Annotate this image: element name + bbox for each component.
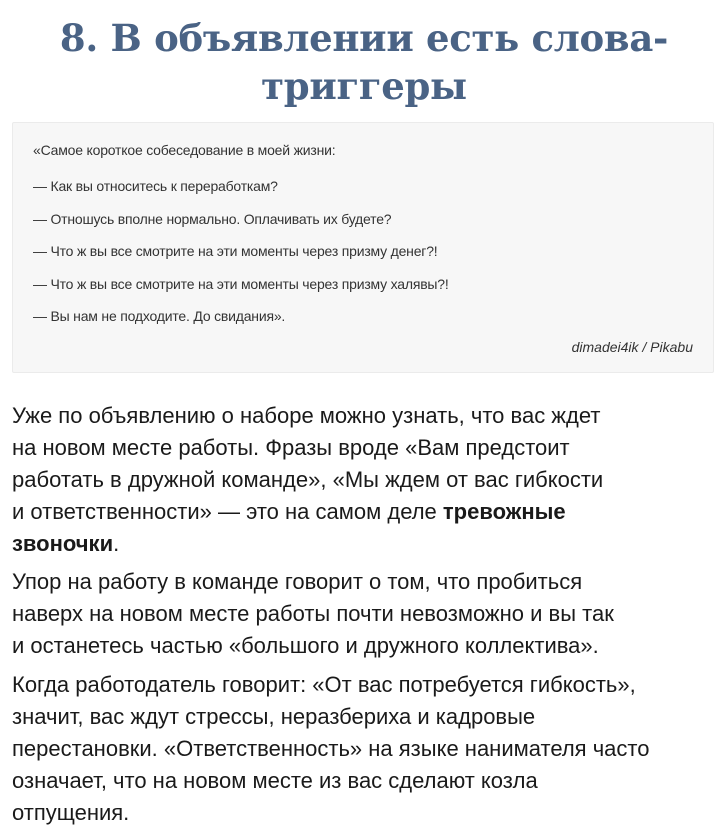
paragraph-line: на новом месте работы. Фразы вроде «Вам предстоит [12,435,570,460]
paragraph-1 [12,400,724,560]
paragraph-line: работать в дружной команде», «Мы ждем от вас гибкости [12,467,604,492]
paragraph-3 [12,669,724,829]
paragraph-text: . [113,531,120,556]
paragraph-line: Уже по объявлению о наборе можно узнать, что вас ждет [12,403,601,428]
section-heading-line-2: триггеры [261,64,467,108]
paragraph-2 [12,566,724,662]
paragraph-line [12,496,724,528]
quote-line: «Самое короткое собеседование в моей жизни: [33,142,336,158]
paragraph-line: значит, вас ждут стрессы, неразбериха и кадровые [12,704,536,729]
paragraph-line [12,528,724,560]
quote-block [12,122,714,373]
paragraph-line: наверх на новом месте работы почти невозможно и вы так [12,601,614,626]
section-heading-line-1: 8. В объявлении есть слова- [59,16,669,60]
quote-line: — Вы нам не подходите. До свидания». [33,308,286,324]
quote-line: — Как вы относитесь к переработкам? [33,178,278,194]
section-heading [0,14,728,110]
paragraph-line: и останетесь частью «большого и дружного коллектива». [12,633,599,658]
paragraph-text: и ответственности» — это на самом деле [12,499,443,524]
paragraph-line: перестановки. «Ответственность» на языке нанимателя часто [12,736,650,761]
quote-line: — Отношусь вполне нормально. Оплачивать их будете? [33,211,392,227]
paragraph-line: отпущения. [12,800,130,825]
paragraph-line: означает, что на новом месте из вас сделают козла [12,768,538,793]
paragraph-line: Упор на работу в команде говорит о том, что пробиться [12,569,583,594]
quote-source: dimadei4ik / Pikabu [571,339,693,355]
quote-line: — Что ж вы все смотрите на эти моменты через призму халявы?! [33,276,449,292]
quote-line: — Что ж вы все смотрите на эти моменты через призму денег?! [33,243,438,259]
bold-phrase: тревожные [442,499,566,524]
paragraph-line: Когда работодатель говорит: «От вас потребуется гибкость», [12,672,636,697]
bold-phrase: звоночки [12,531,114,556]
